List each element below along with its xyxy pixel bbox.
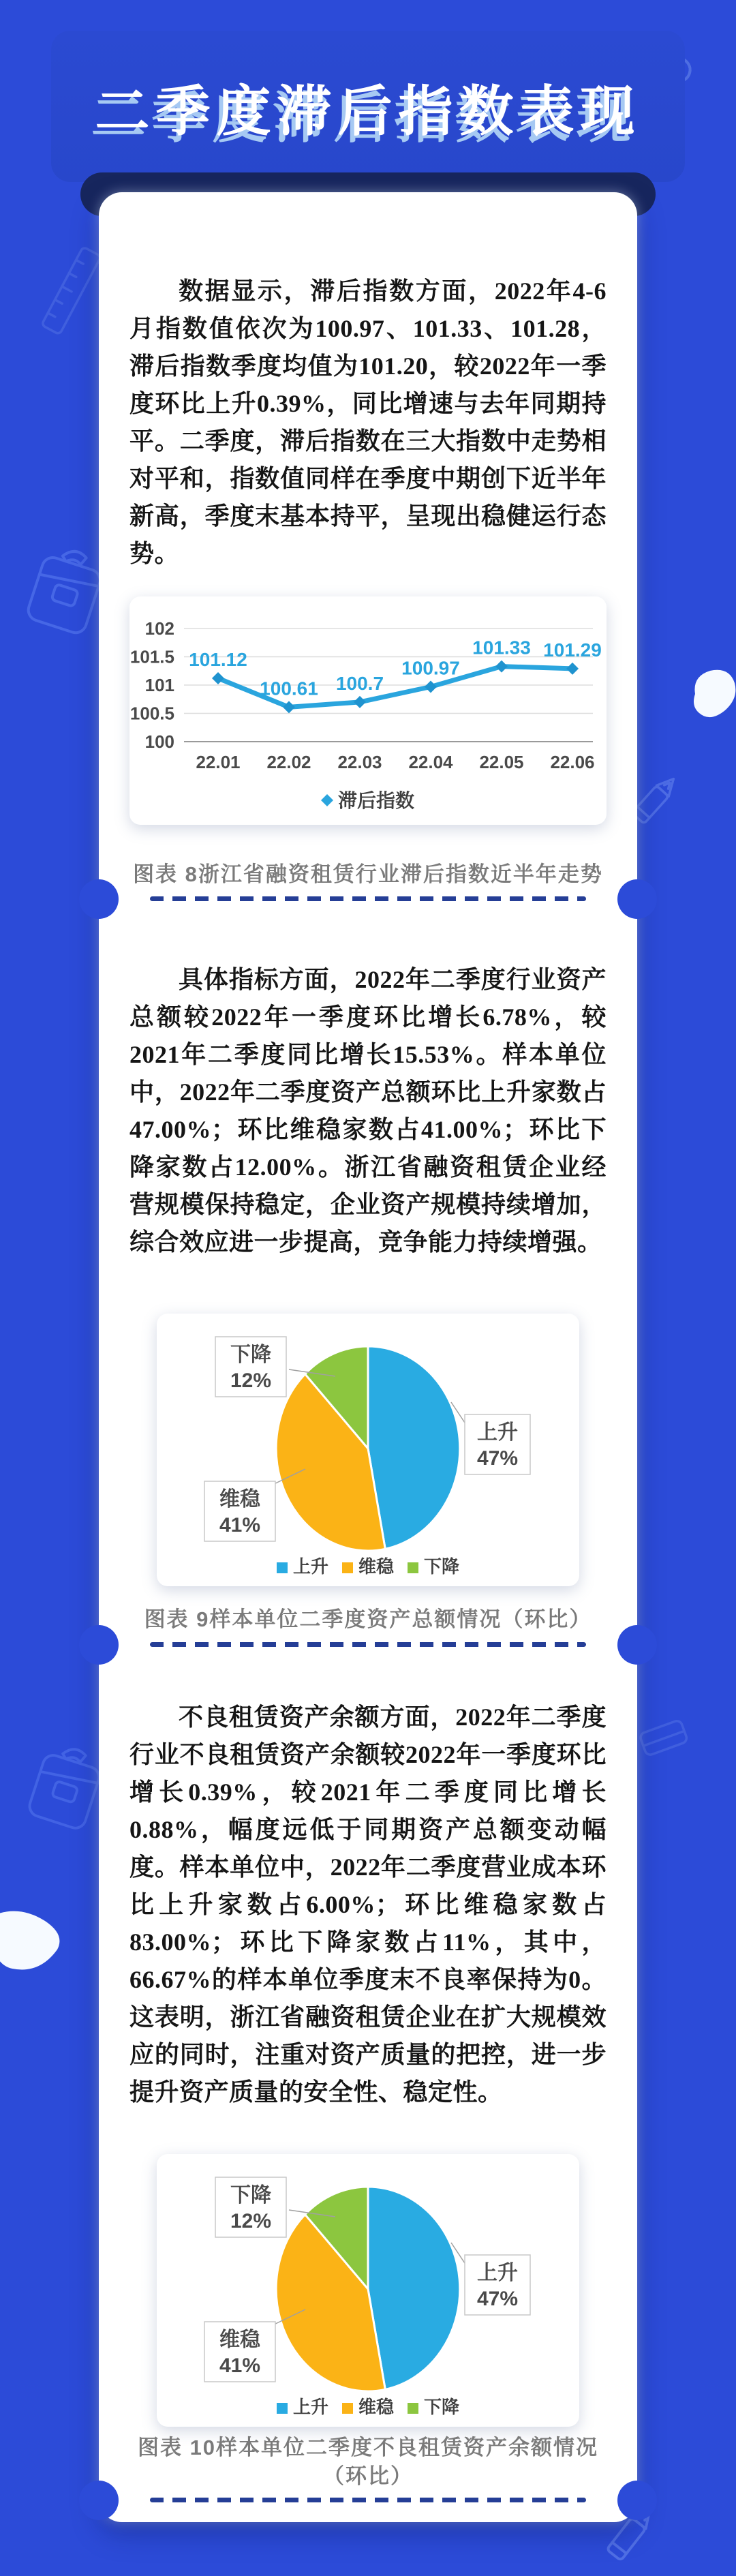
- legend-swatch-icon: [408, 2403, 418, 2414]
- x-tick-label: 22.02: [266, 752, 311, 772]
- y-tick-label: 101.5: [129, 646, 174, 667]
- legend-label: 维稳: [358, 1556, 395, 1577]
- legend-swatch-icon: [342, 1562, 353, 1573]
- legend-swatch-icon: [277, 1562, 288, 1573]
- paragraph-total-assets: 具体指标方面，2022年二季度行业资产总额较2022年一季度环比增长6.78%，较2021年二季度同比增长15.53%。样本单位中，2022年二季度资产总额环比上升家数占47.00%；环比维稳家数占41.00%；环比下降家数占12.00%。浙江省融资租赁企业经营规模保持稳定，企业资产规模持续增加，综合效应进一步提高，竞争能力持续增强。: [129, 966, 607, 1256]
- briefcase-doodle-icon: [26, 1737, 108, 1839]
- legend-label: 上升: [293, 1556, 329, 1577]
- card-notch-left: [79, 879, 119, 919]
- y-tick-label: 100: [144, 731, 174, 752]
- card-notch-right: [617, 1625, 657, 1665]
- x-tick-label: 22.06: [550, 752, 595, 772]
- data-point-label: 101.12: [189, 649, 247, 671]
- x-tick-label: 22.03: [337, 752, 382, 772]
- legend-swatch-icon: [277, 2403, 288, 2414]
- ruler-doodle-icon: [41, 239, 102, 348]
- dashed-line: [150, 2498, 586, 2502]
- y-tick-label: 101: [144, 675, 174, 695]
- paper-plane-doodle: [0, 1909, 70, 1980]
- data-point-marker: [425, 680, 437, 693]
- pie-slice-0: [368, 1346, 460, 1549]
- callout-value: 47%: [476, 2288, 519, 2310]
- data-point-marker: [566, 663, 579, 675]
- data-point-label: 100.7: [335, 672, 384, 694]
- callout-label: 下降: [230, 2184, 271, 2207]
- legend-label: 维稳: [358, 2397, 395, 2417]
- paragraph-npl-balance: 不良租赁资产余额方面，2022年二季度行业不良租赁资产余额较2022年一季度环比增长0.39%，较2021年二季度同比增长0.88%，幅度远低于同期资产总额变动幅度。样本单位中，2022年二季度营业成本环比上升家数占6.00%；环比维稳家数占83.00%；环比下降家数占11%，其中，66.67%的样本单位季度末不良率保持为0。这表明，浙江省融资租赁企业在扩大规模效应的同时，注重对资产质量的把控，进一步提升资产质量的安全性、稳定性。: [129, 1703, 607, 2106]
- article-card: [99, 192, 637, 2522]
- briefcase-doodle-icon: [26, 539, 108, 644]
- data-point-label: 101.29: [543, 639, 602, 661]
- data-point-label: 100.97: [401, 657, 460, 679]
- callout-value: 12%: [230, 1369, 272, 1392]
- page-title: 二季度滞后指数表现: [95, 80, 641, 142]
- legend-label: 滞后指数: [338, 790, 415, 811]
- x-tick-label: 22.01: [196, 752, 241, 772]
- x-tick-label: 22.04: [408, 752, 453, 772]
- callout-label: 维稳: [219, 1488, 260, 1511]
- card-notch-right: [617, 879, 657, 919]
- legend-label: 下降: [424, 2397, 460, 2417]
- data-point-label: 101.33: [472, 637, 531, 658]
- callout-label: 上升: [477, 1421, 518, 1444]
- pie-chart-card-npl: [157, 2154, 579, 2427]
- paper-plane-doodle: [690, 668, 736, 726]
- dashed-separator: [129, 1642, 607, 1647]
- callout-value: 41%: [219, 2354, 261, 2377]
- callout-label: 下降: [230, 1344, 271, 1366]
- paragraph-lag-index: 数据显示，滞后指数方面，2022年4-6月指数值依次为100.97、101.33、101.28，滞后指数季度均值为101.20，较2022年一季度环比上升0.39%，同比增速与去年同期持平。二季度，滞后指数在三大指数中走势相对平和，指数值同样在季度中期创下近半年新高，季度末基本持平，呈现出稳健运行态势。: [129, 277, 607, 567]
- card-notch-left: [79, 1625, 119, 1665]
- figure-caption-9: 图表 9样本单位二季度资产总额情况（环比）: [144, 1607, 592, 1631]
- card-notch-left: [79, 2481, 119, 2520]
- header-banner: [51, 31, 685, 182]
- pie-chart-card-assets: [157, 1314, 579, 1586]
- figure-caption-10: 图表 10样本单位二季度不良租赁资产余额情况（环比）: [137, 2436, 599, 2488]
- callout-label: 上升: [477, 2262, 518, 2284]
- dashed-line: [150, 896, 586, 901]
- assets-pie-chart: [157, 1314, 579, 1586]
- card-notch-right: [617, 2481, 657, 2520]
- callout-value: 47%: [476, 1447, 519, 1470]
- y-tick-label: 102: [144, 618, 174, 639]
- legend-swatch-icon: [408, 1562, 418, 1573]
- npl-pie-chart: [157, 2154, 579, 2427]
- dashed-separator: [129, 896, 607, 901]
- x-tick-label: 22.05: [479, 752, 524, 772]
- legend-label: 上升: [293, 2397, 329, 2417]
- eraser-doodle-icon: [634, 1711, 695, 1766]
- pie-slice-0: [368, 2187, 460, 2389]
- figure-caption-8: 图表 8浙江省融资租赁行业滞后指数近半年走势: [133, 862, 603, 886]
- data-point-marker: [354, 696, 366, 708]
- legend-label: 下降: [424, 1556, 460, 1577]
- callout-value: 12%: [230, 2210, 272, 2232]
- dashed-separator: [129, 2498, 607, 2502]
- data-point-label: 100.61: [260, 678, 318, 699]
- line-chart-card: [129, 596, 607, 825]
- callout-value: 41%: [219, 1514, 261, 1536]
- dashed-line: [150, 1642, 586, 1647]
- lag-index-line-chart: [129, 596, 607, 825]
- y-tick-label: 100.5: [129, 703, 174, 724]
- legend-marker-icon: [321, 794, 333, 806]
- data-point-marker: [495, 661, 508, 673]
- legend-swatch-icon: [342, 2403, 353, 2414]
- callout-label: 维稳: [219, 2329, 260, 2351]
